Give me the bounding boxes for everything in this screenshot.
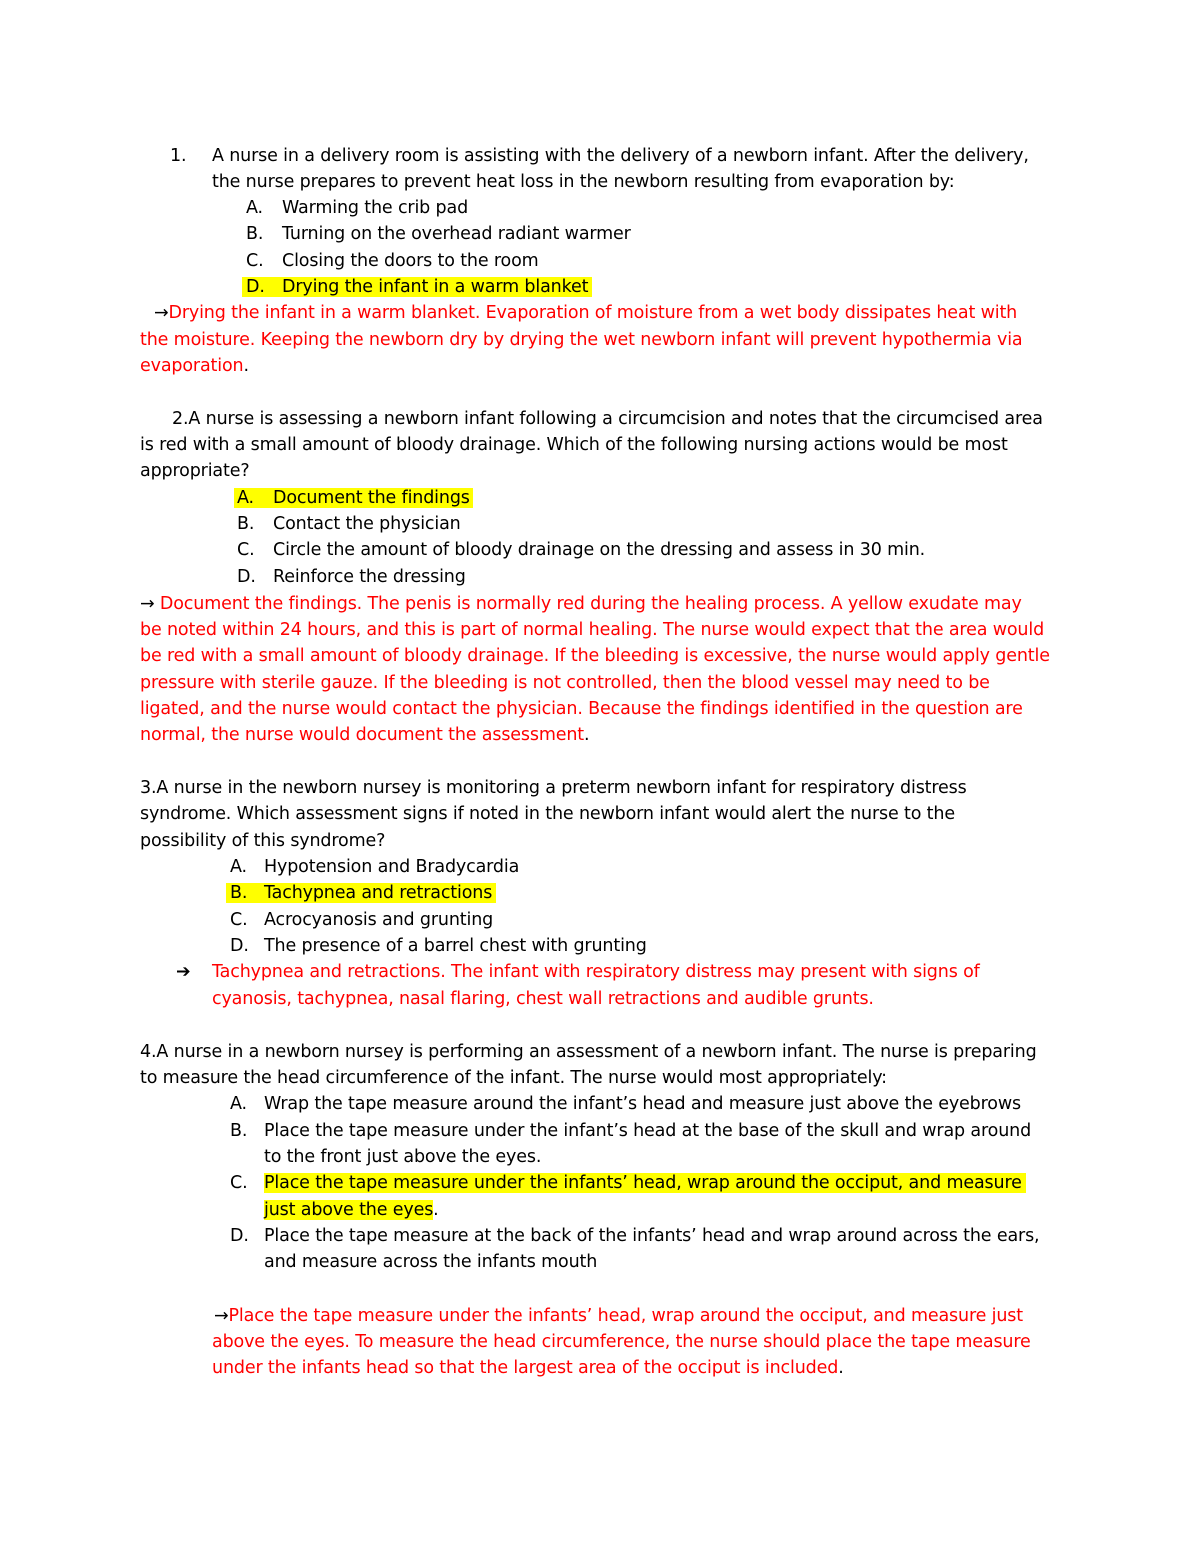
q2-option-a-text: Document the findings [273,488,470,508]
q2-option-d [237,565,466,589]
q4-option-b-text-1: Place the tape measure under the infant’s head at the base of the skull and wrap around [264,1121,1032,1141]
q3-option-c-label: C. [230,910,248,930]
q1-option-d-correct [242,275,592,299]
q2-option-c [237,538,925,562]
q2-stem-line-1: 2.A nurse is assessing a newborn infant following a circumcision and notes that the circumcised area [172,409,1043,429]
q2-stem-line-3: appropriate? [140,461,250,481]
arrow-icon: → [214,1306,229,1326]
q1-option-b [246,222,631,246]
q4-option-b-line-2: to the front just above the eyes. [264,1147,542,1167]
q2-explanation-line-5: ligated, and the nurse would contact the physician. Because the findings identified in the question are [140,699,1023,719]
q4-explanation-line-3 [212,1356,844,1380]
q1-option-c-label: C. [246,251,264,271]
q1-explanation-line-1 [154,301,1017,325]
q4-option-d-label: D. [230,1226,249,1246]
q2-option-b [237,512,461,536]
q2-explanation-line-2: be noted within 24 hours, and this is part of normal healing. The nurse would expect that the area would [140,620,1045,640]
arrow-icon: ➔ [176,962,191,982]
q2-explanation-line-6 [140,723,589,747]
q4-option-c-label: C. [230,1173,248,1193]
q1-stem-line-2: the nurse prepares to prevent heat loss in the newborn resulting from evaporation by: [212,172,955,192]
q3-option-a-label: A. [230,857,247,877]
q3-option-d-label: D. [230,936,249,956]
q4-option-c-correct [230,1171,1026,1195]
q1-explanation-line-3 [140,354,249,378]
q4-option-b-label: B. [230,1121,248,1141]
q1-option-d-label: D. [246,277,265,297]
q4-option-c-text-2: just above the eyes [264,1200,434,1220]
arrow-icon: → [140,594,155,614]
q1-explanation-text-1: Drying the infant in a warm blanket. Evaporation of moisture from a wet body dissipates heat with [168,303,1018,323]
q2-option-c-text: Circle the amount of bloody drainage on the dressing and assess in 30 min. [273,540,926,560]
q4-explanation-line-2: above the eyes. To measure the head circumference, the nurse should place the tape measure [212,1332,1031,1352]
q1-option-b-label: B. [246,224,264,244]
q4-option-d-text-1: Place the tape measure at the back of the infants’ head and wrap around across the ears, [264,1226,1040,1246]
q3-option-c-text: Acrocyanosis and grunting [264,910,494,930]
q4-option-a [230,1092,1021,1116]
q3-stem-line-1: 3.A nurse in the newborn nursey is monitoring a preterm newborn infant for respiratory distress [140,778,967,798]
q2-option-a-correct [234,486,473,510]
arrow-icon: → [154,303,169,323]
q1-option-b-text: Turning on the overhead radiant warmer [282,224,631,244]
q1-option-c-text: Closing the doors to the room [282,251,539,271]
q4-explanation-period: . [838,1358,844,1378]
q1-option-a-text: Warming the crib pad [282,198,469,218]
q4-explanation-text-1: Place the tape measure under the infants’ head, wrap around the occiput, and measure just [228,1306,1023,1326]
q2-explanation-line-4: pressure with sterile gauze. If the bleeding is not controlled, then the blood vessel may need to be [140,673,990,693]
q4-option-c-line-2 [264,1198,439,1222]
q4-option-d-line-2: and measure across the infants mouth [264,1252,598,1272]
q2-option-c-label: C. [237,540,255,560]
q2-explanation-text-1: Document the findings. The penis is normally red during the healing process. A yellow exudate may [154,594,1022,614]
q2-option-a-label: A. [237,488,254,508]
q1-option-a [246,196,468,220]
q3-stem-line-2: syndrome. Which assessment signs if noted in the newborn infant would alert the nurse to the [140,804,955,824]
q4-stem-line-2: to measure the head circumference of the infant. The nurse would most appropriately: [140,1068,887,1088]
q1-explanation-line-2: the moisture. Keeping the newborn dry by drying the wet newborn infant will prevent hypothermia via [140,330,1023,350]
q3-option-b-text: Tachypnea and retractions [264,883,493,903]
q4-explanation-text-3: under the infants head so that the largest area of the occiput is included [212,1358,839,1378]
q1-option-a-label: A. [246,198,263,218]
q4-option-a-label: A. [230,1094,247,1114]
q2-option-b-label: B. [237,514,255,534]
q4-option-b [230,1119,1031,1143]
q4-stem-line-1: 4.A nurse in a newborn nursey is performing an assessment of a newborn infant. The nurse is preparing [140,1042,1037,1062]
q2-option-d-text: Reinforce the dressing [273,567,466,587]
q3-arrow [176,960,191,984]
q4-explanation-line-1 [214,1304,1023,1328]
q1-explanation-text-3: evaporation [140,356,244,376]
q1-explanation-period: . [243,356,249,376]
q4-option-a-text: Wrap the tape measure around the infant’s head and measure just above the eyebrows [264,1094,1021,1114]
q3-explanation-line-1: Tachypnea and retractions. The infant with respiratory distress may present with signs of [212,962,980,982]
q1-stem-line-1 [170,144,1029,168]
q1-option-c [246,249,539,273]
q3-option-a-text: Hypotension and Bradycardia [264,857,520,877]
q3-option-d [230,934,647,958]
q1-stem-text-1: A nurse in a delivery room is assisting with the delivery of a newborn infant. After the delivery, [212,146,1029,166]
q4-option-c-text-1: Place the tape measure under the infants’ head, wrap around the occiput, and measure [264,1173,1026,1193]
q1-option-d-text: Drying the infant in a warm blanket [282,277,589,297]
q2-option-b-text: Contact the physician [273,514,461,534]
q3-option-b-label: B. [230,883,248,903]
q1-number: 1. [170,146,187,166]
q3-option-a [230,855,519,879]
q3-explanation-line-2: cyanosis, tachypnea, nasal flaring, chest wall retractions and audible grunts. [212,989,874,1009]
q2-explanation-period: . [584,725,590,745]
q3-option-d-text: The presence of a barrel chest with grunting [264,936,647,956]
q2-explanation-line-3: be red with a small amount of bloody drainage. If the bleeding is excessive, the nurse would apply gentle [140,646,1050,666]
q3-option-c [230,908,493,932]
q2-stem-line-2: is red with a small amount of bloody drainage. Which of the following nursing actions would be most [140,435,1008,455]
q4-option-d [230,1224,1039,1248]
q2-explanation-text-6: normal, the nurse would document the assessment [140,725,585,745]
q3-option-b-correct [226,881,496,905]
q4-option-c-period: . [433,1200,439,1220]
q3-stem-line-3: possibility of this syndrome? [140,831,386,851]
q2-explanation-line-1 [140,592,1022,616]
q2-option-d-label: D. [237,567,256,587]
